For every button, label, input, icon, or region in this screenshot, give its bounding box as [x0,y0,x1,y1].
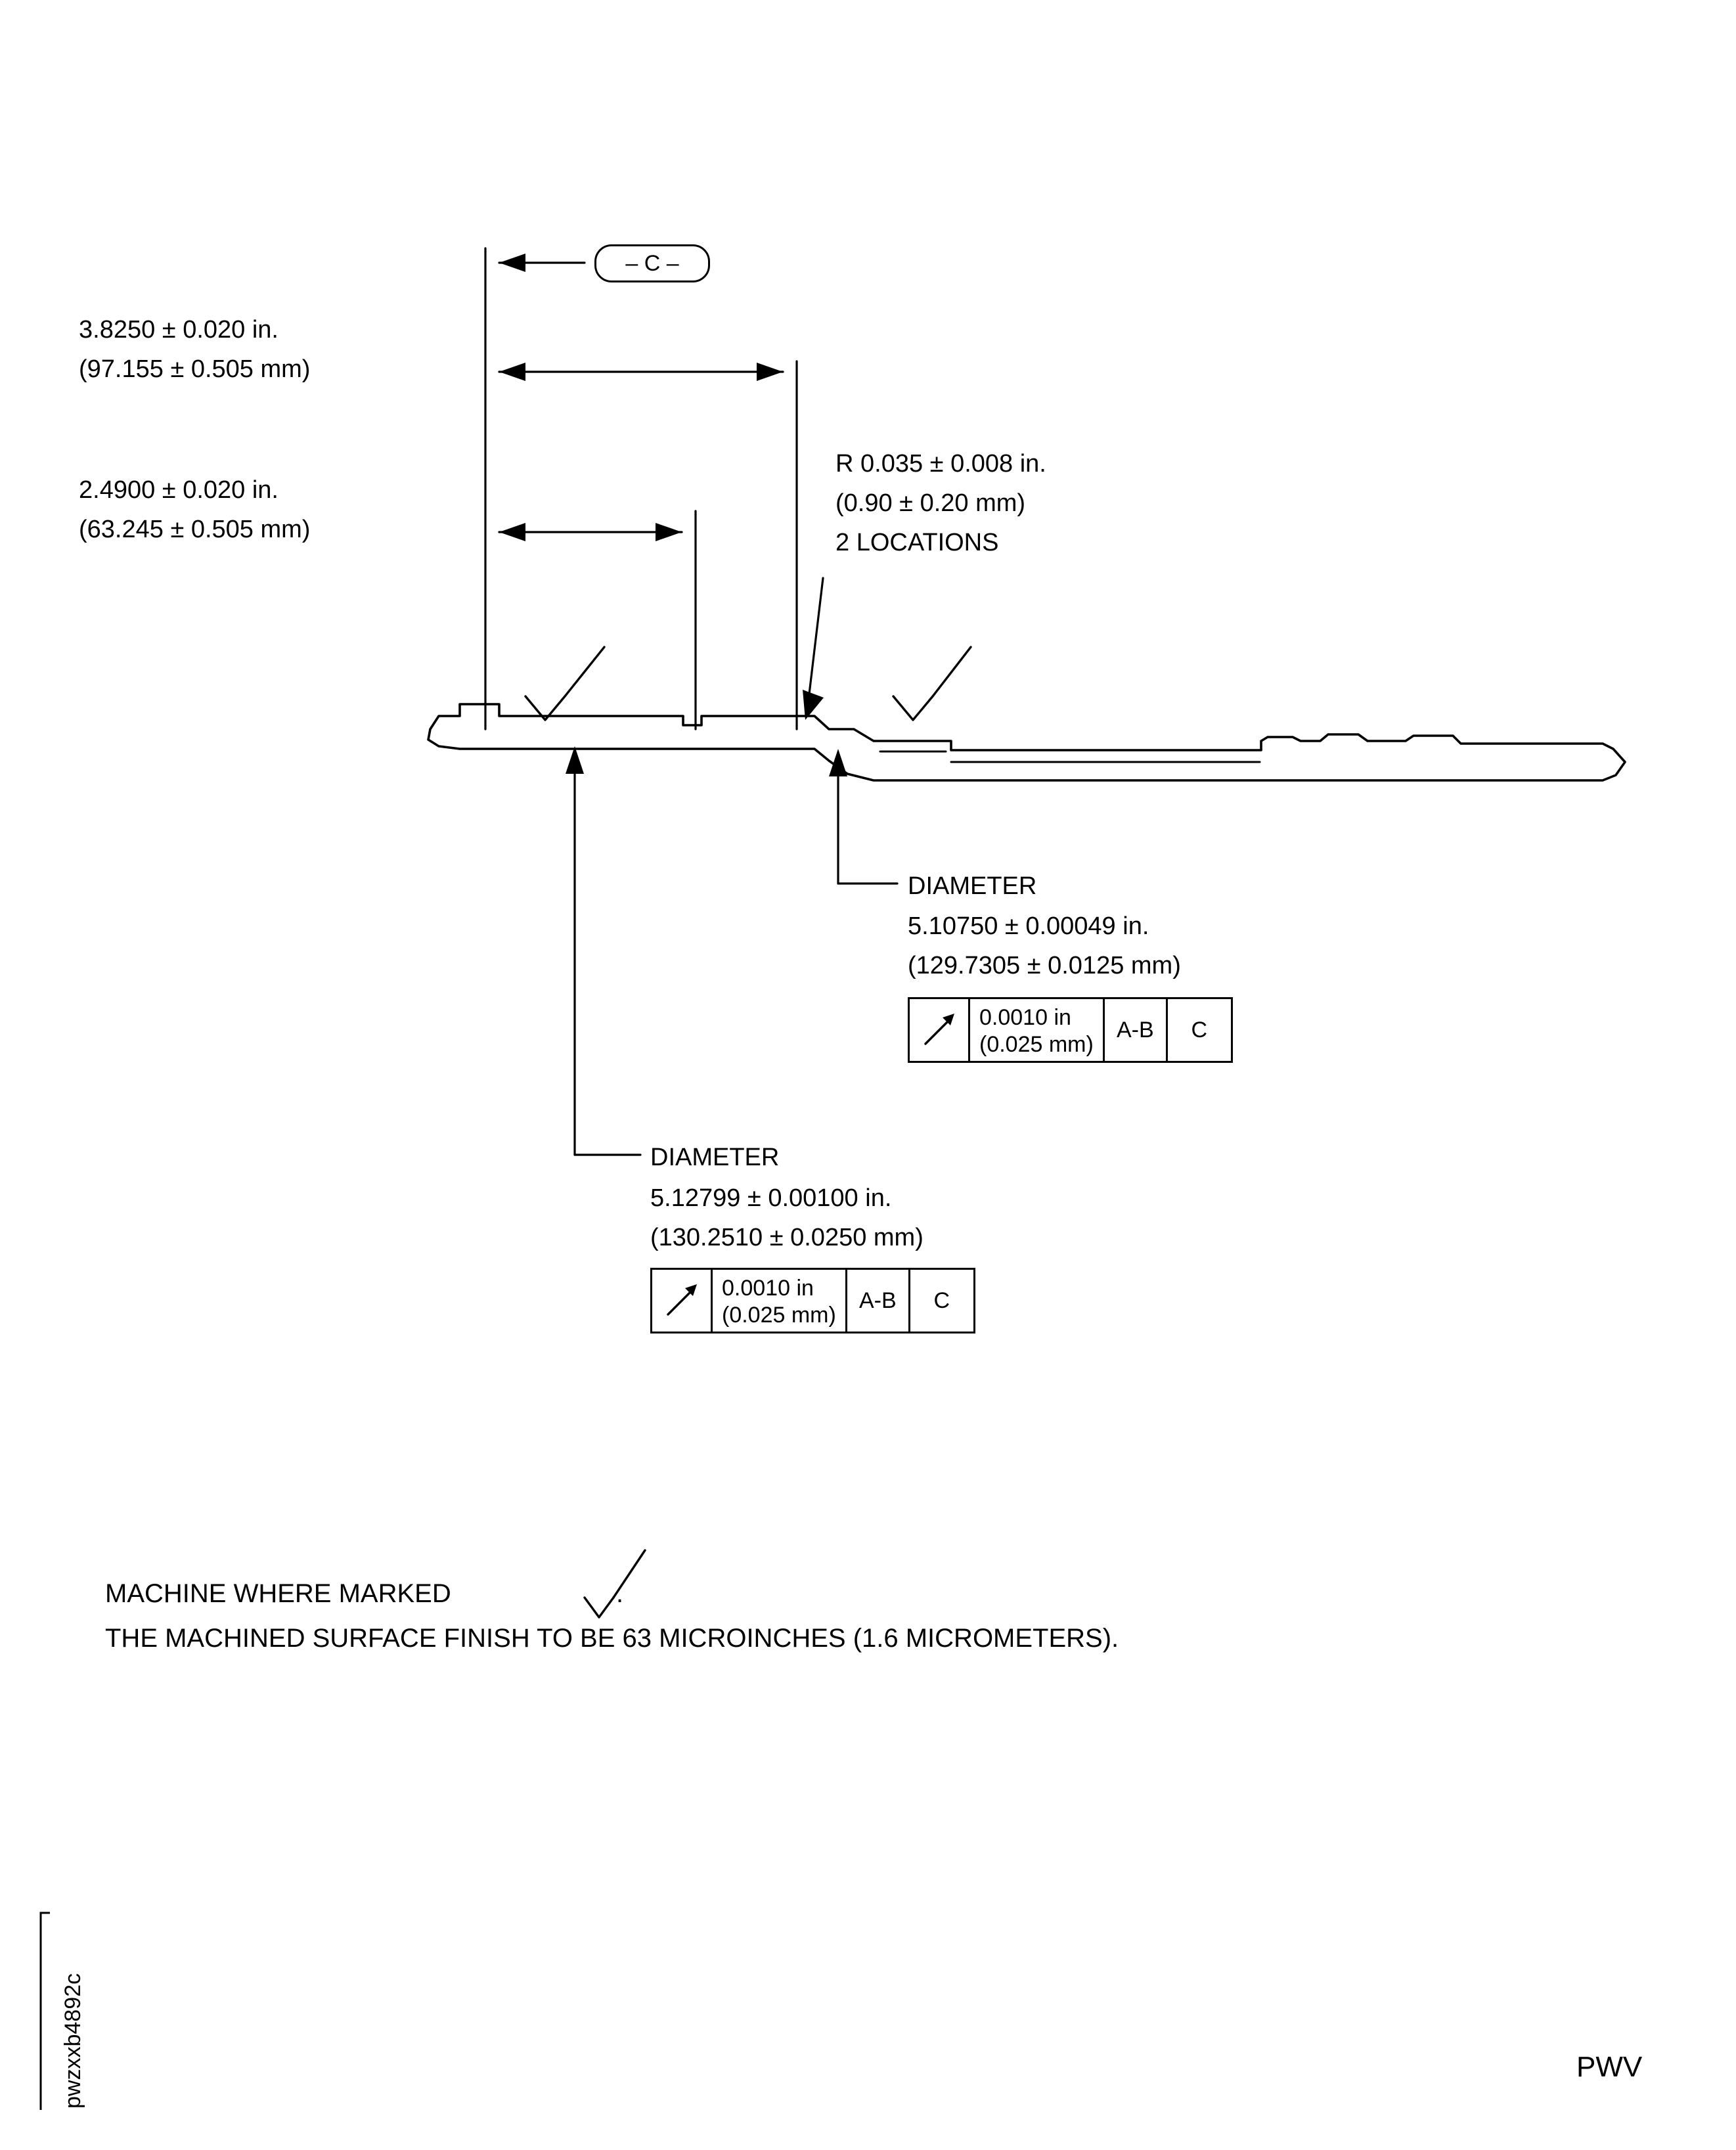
lower-diameter-feature-control-frame [650,1268,975,1333]
surface-finish-mark-note [585,1598,613,1617]
lower-diameter-mm: (130.2510 ± 0.0250 mm) [650,1224,924,1251]
radius-note-line1: R 0.035 ± 0.008 in. [835,450,1046,478]
upper-diameter-inch: 5.10750 ± 0.00049 in. [908,912,1149,940]
lower-diameter-label: DIAMETER [650,1144,780,1171]
arrowhead-radius [803,690,824,720]
note-line1-before: MACHINE WHERE MARKED [105,1579,451,1608]
dimension-intermediate-mm: (63.245 ± 0.505 mm) [79,516,311,543]
arrowhead-intermediate-right [656,523,682,541]
upper-diameter-mm: (129.7305 ± 0.0125 mm) [908,952,1181,979]
arrowhead-datum-c [499,254,525,272]
datum-c-label: – C – [625,250,679,276]
radius-note-line3: 2 LOCATIONS [835,529,999,556]
arrowhead-overall-right [757,363,783,381]
dimension-intermediate-inch: 2.4900 ± 0.020 in. [79,476,278,504]
upper-diameter-tolerance-inch: 0.0010 in [979,1005,1071,1030]
lower-diameter-tolerance-inch: 0.0010 in [722,1276,814,1301]
corner-code: PWV [1576,2051,1643,2083]
dimension-overall-mm: (97.155 ± 0.505 mm) [79,355,311,383]
upper-diameter-tolerance [970,999,1105,1061]
surface-finish-tick-right [933,647,971,696]
upper-diameter-label: DIAMETER [908,872,1037,900]
surface-finish-mark-left [525,696,565,720]
upper-diameter-datum-1: A-B [1105,999,1168,1061]
datum-reference-c [594,244,710,282]
arrowheads [499,254,847,776]
arrowhead-intermediate-left [499,523,525,541]
dimension-overall-inch: 3.8250 ± 0.020 in. [79,316,278,344]
arrowhead-lower-diameter [566,746,584,774]
lower-diameter-tolerance-mm: (0.025 mm) [722,1303,836,1328]
note-line2: THE MACHINED SURFACE FINISH TO BE 63 MICROINCHES (1.6 MICROMETERS). [105,1624,1119,1653]
note-line1-after: . [616,1579,624,1608]
lower-diameter-tolerance [713,1270,847,1332]
profile-of-a-surface-icon [910,999,970,1061]
radius-note-line2: (0.90 ± 0.20 mm) [835,489,1026,517]
lower-diameter-datum-1: A-B [847,1270,910,1332]
radius-leader [807,578,823,716]
figure-code: pwzxxb4892c [60,1973,85,2109]
upper-diameter-feature-control-frame [908,997,1233,1063]
lower-diameter-inch: 5.12799 ± 0.00100 in. [650,1184,892,1212]
profile-of-a-surface-icon [652,1270,713,1332]
surface-finish-tick-left [565,647,604,696]
part-outline [428,704,1625,780]
arrowhead-upper-diameter [829,749,847,776]
surface-finish-mark-right [893,696,933,720]
upper-diameter-datum-2: C [1191,1017,1208,1042]
lower-diameter-datum-2: C [933,1288,950,1313]
arrowhead-overall-left [499,363,525,381]
upper-diameter-tolerance-mm: (0.025 mm) [979,1032,1094,1058]
